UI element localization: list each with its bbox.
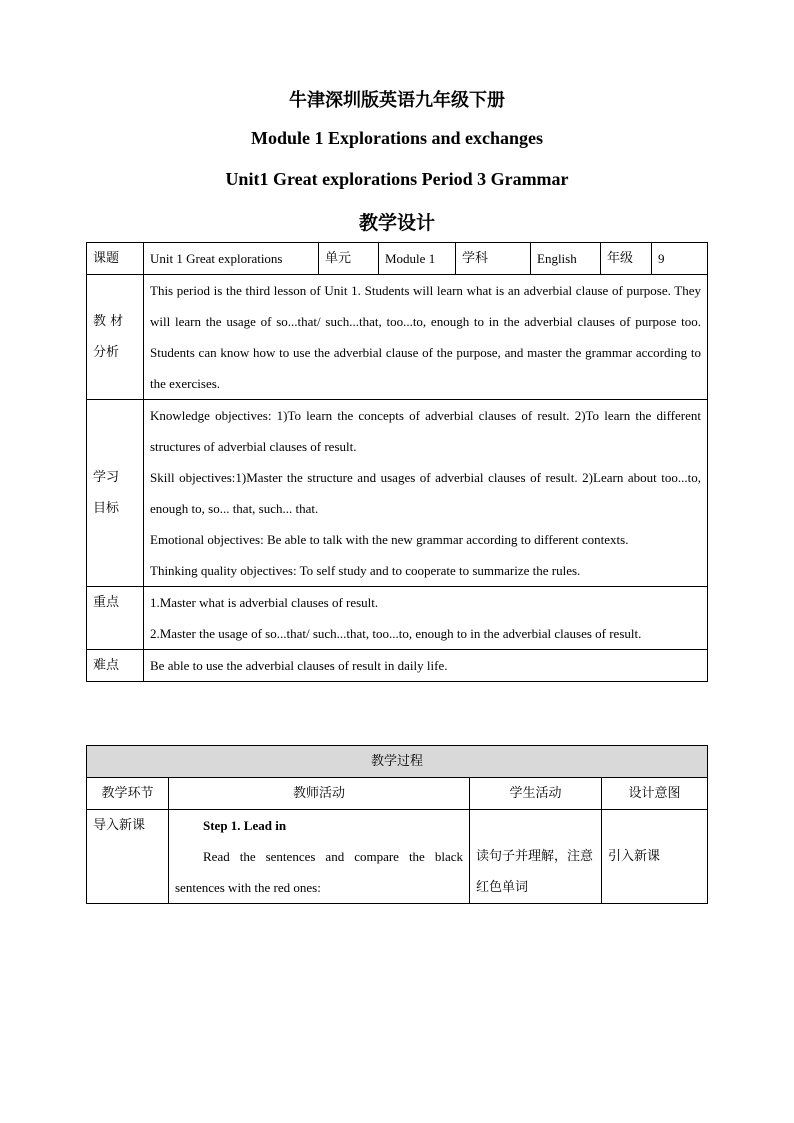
analysis-label <box>87 275 144 400</box>
objectives-label-line2: 目标 <box>93 501 120 516</box>
difficulty-label: 难点 <box>87 650 144 682</box>
table-row <box>87 810 708 904</box>
difficulty-text: Be able to use the adverbial clauses of result in daily life. <box>144 650 708 682</box>
lesson-info-table <box>86 242 708 682</box>
col-header-intent: 设计意图 <box>602 778 708 810</box>
table-row <box>87 587 708 650</box>
student-activity-cell: 读句子并理解，注意红色单词 <box>470 810 602 904</box>
col-header-stage: 教学环节 <box>87 778 169 810</box>
analysis-label-line2: 分析 <box>93 345 120 360</box>
teacher-activity-cell <box>169 810 470 904</box>
grade-label: 年级 <box>601 243 652 275</box>
module-title: Module 1 Explorations and exchanges <box>250 128 544 148</box>
unit-label: 单元 <box>319 243 379 275</box>
skill-objective: Skill objectives:1)Master the structure and usages of adverbial clauses of result. 2)Learn about too...to, enough to, so... that, such... that. <box>150 470 701 516</box>
col-header-student: 学生活动 <box>470 778 602 810</box>
objectives-label <box>87 400 144 587</box>
table-row <box>87 778 708 810</box>
subject-value: English <box>531 243 601 275</box>
topic-value: Unit 1 Great explorations <box>144 243 319 275</box>
table-row <box>87 275 708 400</box>
table-row <box>87 400 708 587</box>
analysis-text: This period is the third lesson of Unit 1. Students will learn what is an adverbial clause of purpose. They will learn the usage of so...that/ such...that, too...to, enough to in the adverbial clauses of purpose too. Students can know how to use the adverbial clause of the purpose, and master the grammar according to the exercises. <box>144 275 708 400</box>
objectives-cell <box>144 400 708 587</box>
topic-label: 课题 <box>87 243 144 275</box>
table-row <box>87 650 708 682</box>
teaching-process-table <box>86 745 708 904</box>
thinking-objective: Thinking quality objectives: To self study and to cooperate to summarize the rules. <box>150 563 581 578</box>
design-heading: 教学设计 <box>358 212 435 234</box>
unit-title: Unit1 Great explorations Period 3 Grammar <box>225 169 569 189</box>
key-points-label: 重点 <box>87 587 144 650</box>
table-row <box>87 746 708 778</box>
objectives-label-line1: 学习 <box>93 470 120 485</box>
key-point-1: 1.Master what is adverbial clauses of result. <box>150 595 379 610</box>
knowledge-objective: Knowledge objectives: 1)To learn the concepts of adverbial clauses of result. 2)To learn the different structures of adverbial clauses of result. <box>150 408 701 454</box>
grade-value: 9 <box>652 243 708 275</box>
key-point-2: 2.Master the usage of so...that/ such...that, too...to, enough to in the adverbial clauses of result. <box>150 626 642 641</box>
subject-label: 学科 <box>456 243 531 275</box>
key-points-cell <box>144 587 708 650</box>
analysis-label-line1: 教 材 <box>93 314 124 329</box>
table-row <box>87 243 708 275</box>
design-intent-cell: 引入新课 <box>602 810 708 904</box>
step-title: Step 1. Lead in <box>203 818 287 833</box>
unit-value: Module 1 <box>379 243 456 275</box>
emotional-objective: Emotional objectives: Be able to talk with the new grammar according to different contexts. <box>150 532 629 547</box>
document-title-cn: 牛津深圳版英语九年级下册 <box>289 90 505 111</box>
stage-cell: 导入新课 <box>87 810 169 904</box>
col-header-teacher: 教师活动 <box>169 778 470 810</box>
teacher-activity-text: Read the sentences and compare the black sentences with the red ones: <box>175 849 463 895</box>
process-section-title: 教学过程 <box>87 746 708 778</box>
